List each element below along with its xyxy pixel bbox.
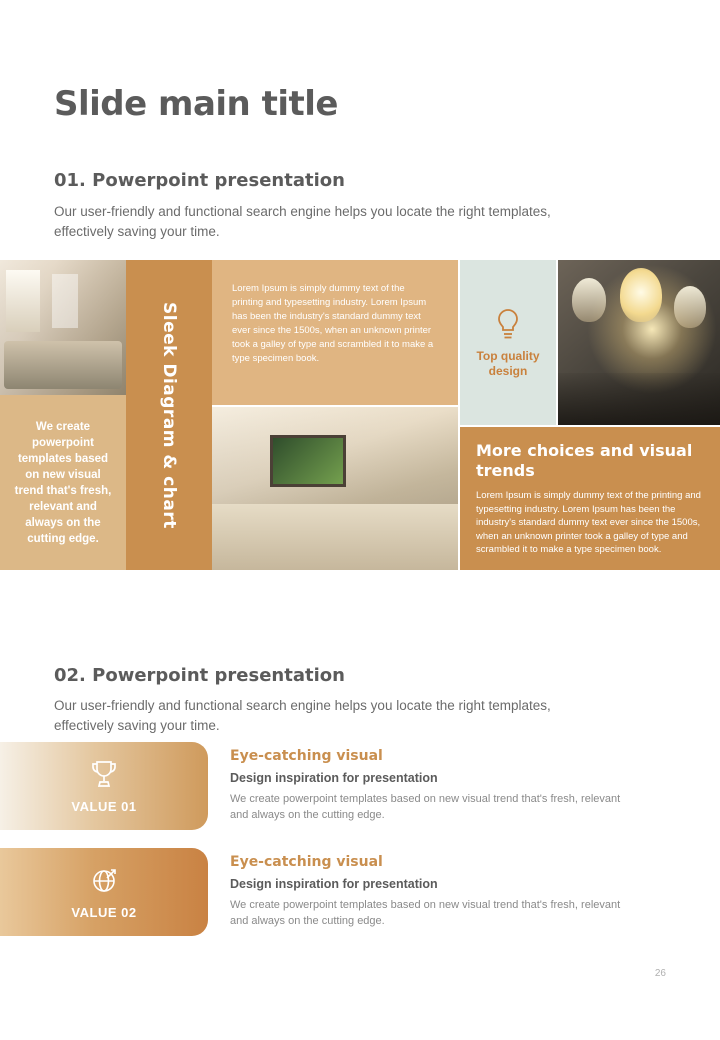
- value-1-body: We create powerpoint templates based on new visual trend that's fresh, relevant and always on the cutting edge.: [230, 793, 621, 821]
- value-2-subtitle: Design inspiration for presentation: [230, 877, 438, 891]
- lightbulbs-photo: [558, 260, 720, 425]
- value-chip-2[interactable]: [0, 848, 208, 936]
- value-2-title: Eye-catching visual: [230, 854, 383, 870]
- collage-band: [0, 260, 720, 570]
- section-2-subtext: Our user-friendly and functional search engine helps you locate the right templates, effectively saving your time.: [54, 698, 551, 733]
- value-text-1: [230, 748, 630, 823]
- value-chip-2-label: VALUE 02: [71, 905, 137, 920]
- living-room-photo-2: [212, 407, 458, 570]
- beige-text: We create powerpoint templates based on new visual trend that's fresh, relevant and always on the cutting edge.: [14, 420, 112, 545]
- value-text-2: [230, 854, 630, 929]
- quality-panel: [460, 260, 556, 425]
- value-1-title: Eye-catching visual: [230, 748, 383, 764]
- page-number: 26: [654, 968, 666, 979]
- vertical-band: [126, 260, 212, 570]
- vertical-band-label: Sleek Diagram & chart: [159, 301, 179, 529]
- living-room-photo-1: [0, 260, 126, 395]
- section-2-heading: 02. Powerpoint presentation: [54, 665, 345, 686]
- value-row: [0, 848, 720, 936]
- lightbulb-icon: [493, 307, 523, 343]
- section-1-heading: 01. Powerpoint presentation: [54, 170, 345, 191]
- choices-panel: [460, 427, 720, 570]
- value-2-body: We create powerpoint templates based on new visual trend that's fresh, relevant and always on the cutting edge.: [230, 899, 621, 927]
- choices-panel-body: Lorem Ipsum is simply dummy text of the printing and typesetting industry. Lorem Ipsum has been the industry's standard dummy text ever since the 1500s, when an unknown printer took a galley of type and scrambled it to make a type specimen book.: [476, 490, 701, 555]
- target-globe-icon: [87, 864, 121, 901]
- lorem-panel-text: Lorem Ipsum is simply dummy text of the printing and typesetting industry. Lorem Ipsum has been the industry's standard dummy text ever since the 1500s, when an unknown printer took a galley of type and scrambled it to make a type specimen book.: [232, 283, 434, 364]
- value-1-subtitle: Design inspiration for presentation: [230, 771, 438, 785]
- lorem-panel: [212, 260, 458, 405]
- page-title: Slide main title: [54, 84, 338, 124]
- quality-panel-caption: Top quality design: [476, 348, 540, 378]
- value-chip-1-label: VALUE 01: [71, 799, 137, 814]
- value-chip-1[interactable]: [0, 742, 208, 830]
- value-row: [0, 742, 720, 830]
- beige-text-block: [0, 395, 126, 570]
- choices-panel-title: More choices and visual trends: [476, 441, 693, 480]
- section-1-subtext: Our user-friendly and functional search engine helps you locate the right templates, effectively saving your time.: [54, 204, 551, 239]
- trophy-icon: [87, 758, 121, 795]
